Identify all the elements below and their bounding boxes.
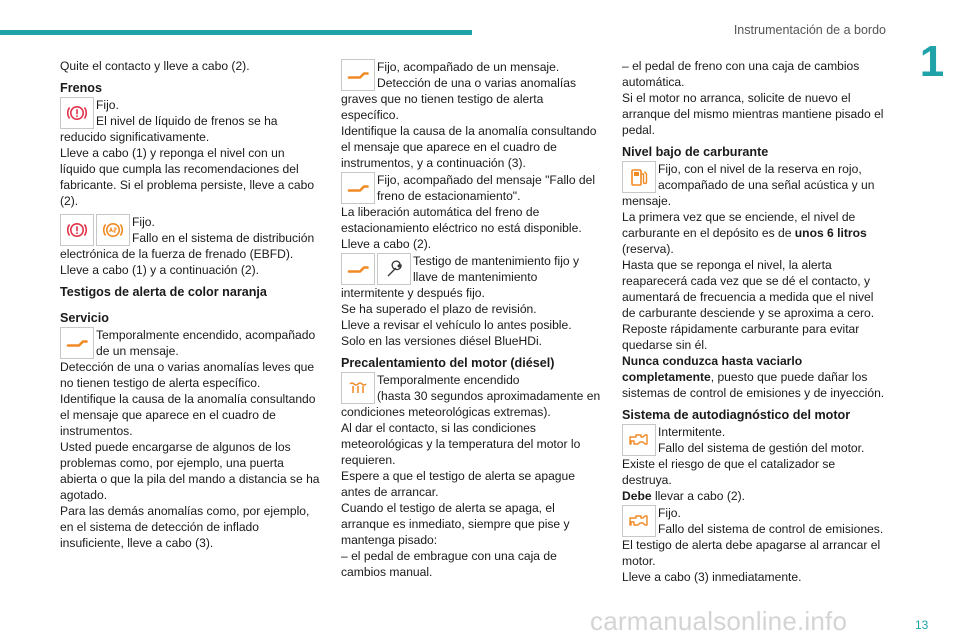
heading-servicio: Servicio [60,311,110,325]
section-title: Instrumentación de a bordo [733,23,886,37]
service-entry [60,327,322,359]
heading-naranja: Testigos de alerta de color naranja [60,285,267,299]
heading-carburante: Nivel bajo de carburante [622,145,769,159]
column-left [60,58,322,551]
maintenance-wrench-icon [377,253,411,285]
fuel-warning-rest: , puesto que puede dañar los sistemas de control de emisiones y de inyección. [622,370,885,400]
service-wrench-icon [60,327,94,359]
diag1-action [622,488,887,504]
service-wrench-icon [341,253,375,285]
service-lead-2: de un mensaje. [96,344,179,358]
header-accent-bar [0,30,472,35]
fuel-lead-1: Fijo, con el nivel de la reserva en rojo, [658,162,862,176]
fuel-warning-bold: Nunca conduzca hasta vaciarlo completamente [622,354,803,384]
severe-fault-entry [341,59,603,91]
ebfd-lead-2: Fallo en el sistema de distribución [132,231,315,245]
severe-text: graves que no tienen testigo de alerta específico. Identifique la causa de la anomalía consultando el mensaje que aparece en el cuadro de instrumentos, y a continuación (3). [341,92,597,170]
brake-warning-icon [60,214,94,246]
abs-warning-icon [96,214,130,246]
service-wrench-icon [341,172,375,204]
engine-fault-entry-1 [622,424,887,456]
maint-text: intermitente y después fijo. Se ha superado el plazo de revisión. Lleve a revisar el vehículo lo antes posible. Solo en las versiones diésel BlueHDi. [341,286,572,348]
service-lead-1: Temporalmente encendido, acompañado [96,328,316,342]
diag1-debe-rest: llevar a cabo (2). [651,489,746,503]
fuel-warning [622,353,887,401]
brake-fluid-entry [60,97,322,129]
brake-fluid-text: reducido significativamente. Lleve a cabo (1) y reponga el nivel con un líquido que cumpla las recomendaciones del fabricante. Si el problema persiste, lleve a cabo (2). [60,130,315,208]
ebfd-entry [60,214,322,246]
glow-plug-icon [341,372,375,404]
fuel-entry [622,161,887,193]
glow-lead-2: (hasta 30 segundos aproximadamente en [377,389,601,403]
ebfd-text: electrónica de la fuerza de frenado (EBFD). Lleve a cabo (1) y a continuación (2). [60,247,294,277]
intro-text: Quite el contacto y lleve a cabo (2). [60,59,250,73]
column-right [622,58,887,585]
ebfd-lead-1: Fijo. [132,215,155,229]
fuel-lead-2: acompañado de una señal acústica y un [658,178,875,192]
brake-warning-icon [60,97,94,129]
glow-text: condiciones meteorológicas extremas). Al dar el contacto, si las condiciones meteorológicas y la temperatura del motor lo requieren. Espere a que el testigo de alerta se apague antes de arrancar. Cuando el testigo de alerta se apaga, el arranque es inmediato, siempre que pise y mantenga pisado: – el pedal de embrague con una caja de cambios manual. [341,405,581,579]
continued-text: – el pedal de freno con una caja de cambios automática. Si el motor no arranca, solicite de nuevo el arranque del mismo mientras mantiene pisado el pedal. [622,59,884,137]
severe-lead-2: Detección de una o varias anomalías [377,76,576,90]
page-number: 13 [915,618,929,632]
service-wrench-icon [341,59,375,91]
park-lead-2: freno de estacionamiento". [377,189,521,203]
park-text: La liberación automática del freno de estacionamiento eléctrico no está disponible. Lleve a cabo (2). [341,205,582,251]
park-brake-entry [341,172,603,204]
engine-fault-entry-2 [622,505,887,537]
diag1-lead-2: Fallo del sistema de gestión del motor. [658,441,865,455]
heading-precalentamiento: Precalentamiento del motor (diésel) [341,356,555,370]
engine-check-icon [622,505,656,537]
park-lead-1: Fijo, acompañado del mensaje "Fallo del [377,173,596,187]
column-middle [341,58,603,580]
fuel-text-bold: unos 6 litros [794,226,867,240]
diag2-lead-1: Fijo. [658,506,681,520]
severe-lead-1: Fijo, acompañado de un mensaje. [377,60,560,74]
diag2-lead-2: Fallo del sistema de control de emisiones. [658,522,884,536]
glow-plug-entry [341,372,603,404]
diag1-debe: Debe [622,489,652,503]
heading-frenos: Frenos [60,81,102,95]
service-text: Detección de una o varias anomalías leves que no tienen testigo de alerta específico. Identifique la causa de la anomalía consultando el mensaje que aparece en el cuadro de instrumentos. Usted puede encargarse de algunos de los problemas como, por ejemplo, una puerta abierta o que la pila del mando a distancia se ha agotado. Para las demás anomalías como, por ejemplo, en el sistema de detección de inflado insuficiente, lleve a cabo (3). [60,360,320,550]
brake-lead-1: Fijo. [96,98,119,112]
glow-lead-1: Temporalmente encendido [377,373,520,387]
maint-lead-1: Testigo de mantenimiento fijo y [413,254,580,268]
brake-lead-2: El nivel de líquido de frenos se ha [96,114,278,128]
fuel-text-b: (reserva). Hasta que se reponga el nivel, la alerta reaparecerá cada vez que se dé el contacto, y aumentará de frecuencia a medida que el nivel de carburante desciende y se aproxima a cero. Reposte rápidamente carburante para evitar quedarse sin él. [622,242,875,352]
heading-autodiagnostico: Sistema de autodiagnóstico del motor [622,408,851,422]
diag1-lead-1: Intermitente. [658,425,726,439]
fuel-text-a: mensaje. La primera vez que se enciende, el nivel de carburante en el depósito es de [622,194,856,240]
chapter-number: 1 [919,37,945,86]
fuel-pump-icon [622,161,656,193]
maint-lead-2: llave de mantenimiento [413,270,538,284]
diag1-text: Existe el riesgo de que el catalizador se destruya. [622,457,836,487]
engine-check-icon [622,424,656,456]
diag2-text: El testigo de alerta debe apagarse al arrancar el motor. Lleve a cabo (3) inmediatamente. [622,538,881,584]
fuel-text [622,193,887,353]
maintenance-entry [341,253,603,285]
watermark: carmanualsonline.info [590,606,848,636]
